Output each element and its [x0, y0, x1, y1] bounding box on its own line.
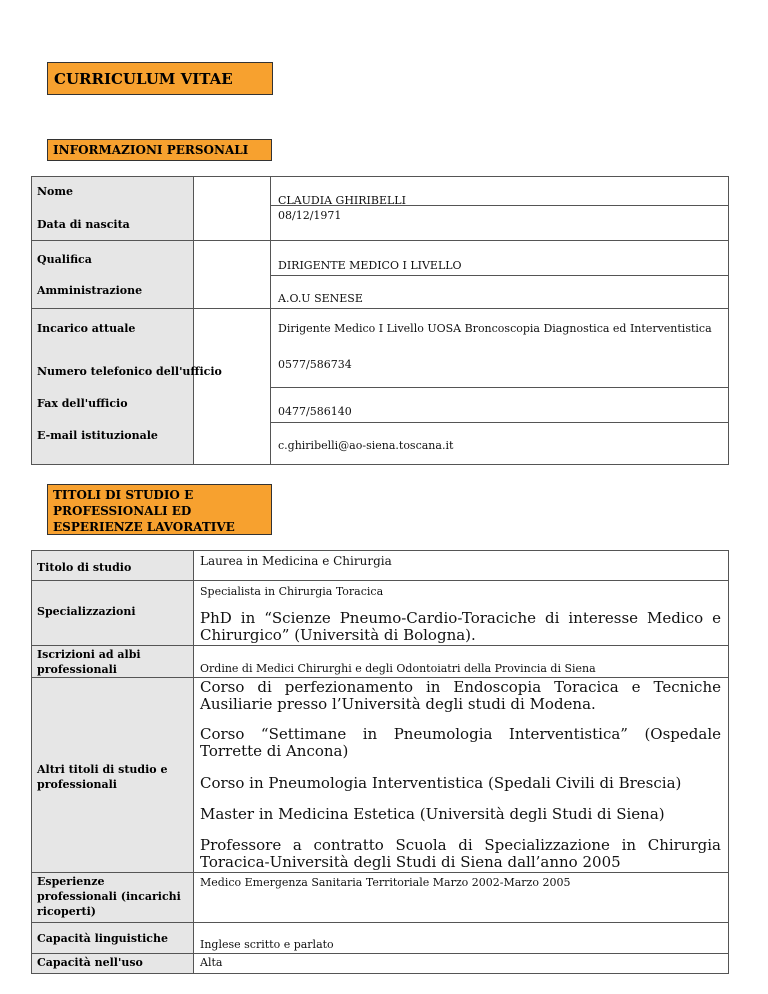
page-title: CURRICULUM VITAE — [47, 62, 273, 95]
value-other-1: Corso di perfezionamento in Endoscopia Toracica e Tecniche Ausiliarie presso l’Università degli studi di Modena. — [200, 678, 721, 713]
value-usage: Alta — [200, 956, 223, 969]
table-border — [31, 973, 729, 974]
personal-info-table — [31, 176, 729, 464]
value-qualification: DIRIGENTE MEDICO I LIVELLO — [278, 259, 462, 272]
label-email: E-mail istituzionale — [37, 429, 158, 442]
value-name: CLAUDIA GHIRIBELLI — [278, 194, 406, 207]
label-office-phone: Numero telefonico dell'ufficio — [37, 365, 222, 378]
value-degree: Laurea in Medicina e Chirurgia — [200, 554, 392, 568]
table-border — [31, 580, 729, 581]
table-border — [31, 308, 729, 309]
table-border — [31, 464, 729, 465]
section-heading-studies: TITOLI DI STUDIO E PROFESSIONALI ED ESPERIENZE LAVORATIVE — [47, 484, 272, 535]
table-border — [31, 645, 729, 646]
table-border — [31, 176, 729, 177]
value-email[interactable]: c.ghiribelli@ao-siena.toscana.it — [278, 439, 454, 452]
table-border — [31, 953, 729, 954]
value-birth: 08/12/1971 — [278, 209, 342, 222]
label-administration: Amministrazione — [37, 284, 143, 297]
label-name: Nome — [37, 185, 74, 198]
table-border — [31, 922, 729, 923]
value-specialization-1: Specialista in Chirurgia Toracica — [200, 585, 384, 598]
label-usage: Capacità nell'uso — [37, 956, 143, 969]
label-experiences: Esperienze professionali (incarichi ricoperti) — [37, 875, 181, 918]
label-specializations: Specializzazioni — [37, 605, 136, 618]
label-office-fax: Fax dell'ufficio — [37, 397, 128, 410]
value-other-4: Master in Medicina Estetica (Università degli Studi di Siena) — [200, 805, 665, 823]
table-border — [270, 275, 729, 276]
label-other-titles: Altri titoli di studio e professionali — [37, 763, 168, 791]
value-languages: Inglese scritto e parlato — [200, 938, 334, 951]
table-border — [31, 872, 729, 873]
label-registrations: Iscrizioni ad albi professionali — [37, 648, 141, 676]
value-registrations: Ordine di Medici Chirurghi e degli Odontoiatri della Provincia di Siena — [200, 662, 596, 675]
value-administration: A.O.U SENESE — [278, 292, 363, 305]
value-specialization-2: PhD in “Scienze Pneumo-Cardio-Toraciche di interesse Medico e Chirurgico” (Università di Bologna). — [200, 609, 721, 644]
table-border — [31, 550, 729, 551]
label-languages: Capacità linguistiche — [37, 932, 168, 945]
value-current-role: Dirigente Medico I Livello UOSA Broncoscopia Diagnostica ed Interventistica — [278, 322, 712, 335]
value-office-phone: 0577/586734 — [278, 358, 352, 371]
value-other-3: Corso in Pneumologia Interventistica (Spedali Civili di Brescia) — [200, 774, 682, 792]
section-heading-personal: INFORMAZIONI PERSONALI — [47, 139, 272, 161]
value-other-5: Professore a contratto Scuola di Specializzazione in Chirurgia Toracica-Università degli Studi di Siena dall’anno 2005 — [200, 836, 721, 871]
table-border — [270, 387, 729, 388]
table-border — [31, 240, 729, 241]
label-degree: Titolo di studio — [37, 561, 132, 574]
value-office-fax: 0477/586140 — [278, 405, 352, 418]
table-border — [270, 422, 729, 423]
label-current-role: Incarico attuale — [37, 322, 136, 335]
value-experiences: Medico Emergenza Sanitaria Territoriale Marzo 2002-Marzo 2005 — [200, 876, 571, 889]
label-birth: Data di nascita — [37, 218, 130, 231]
label-qualification: Qualifica — [37, 253, 92, 266]
table-border — [270, 176, 271, 464]
value-other-2: Corso “Settimane in Pneumologia Interventistica” (Ospedale Torrette di Ancona) — [200, 725, 721, 760]
studies-table — [31, 550, 729, 973]
